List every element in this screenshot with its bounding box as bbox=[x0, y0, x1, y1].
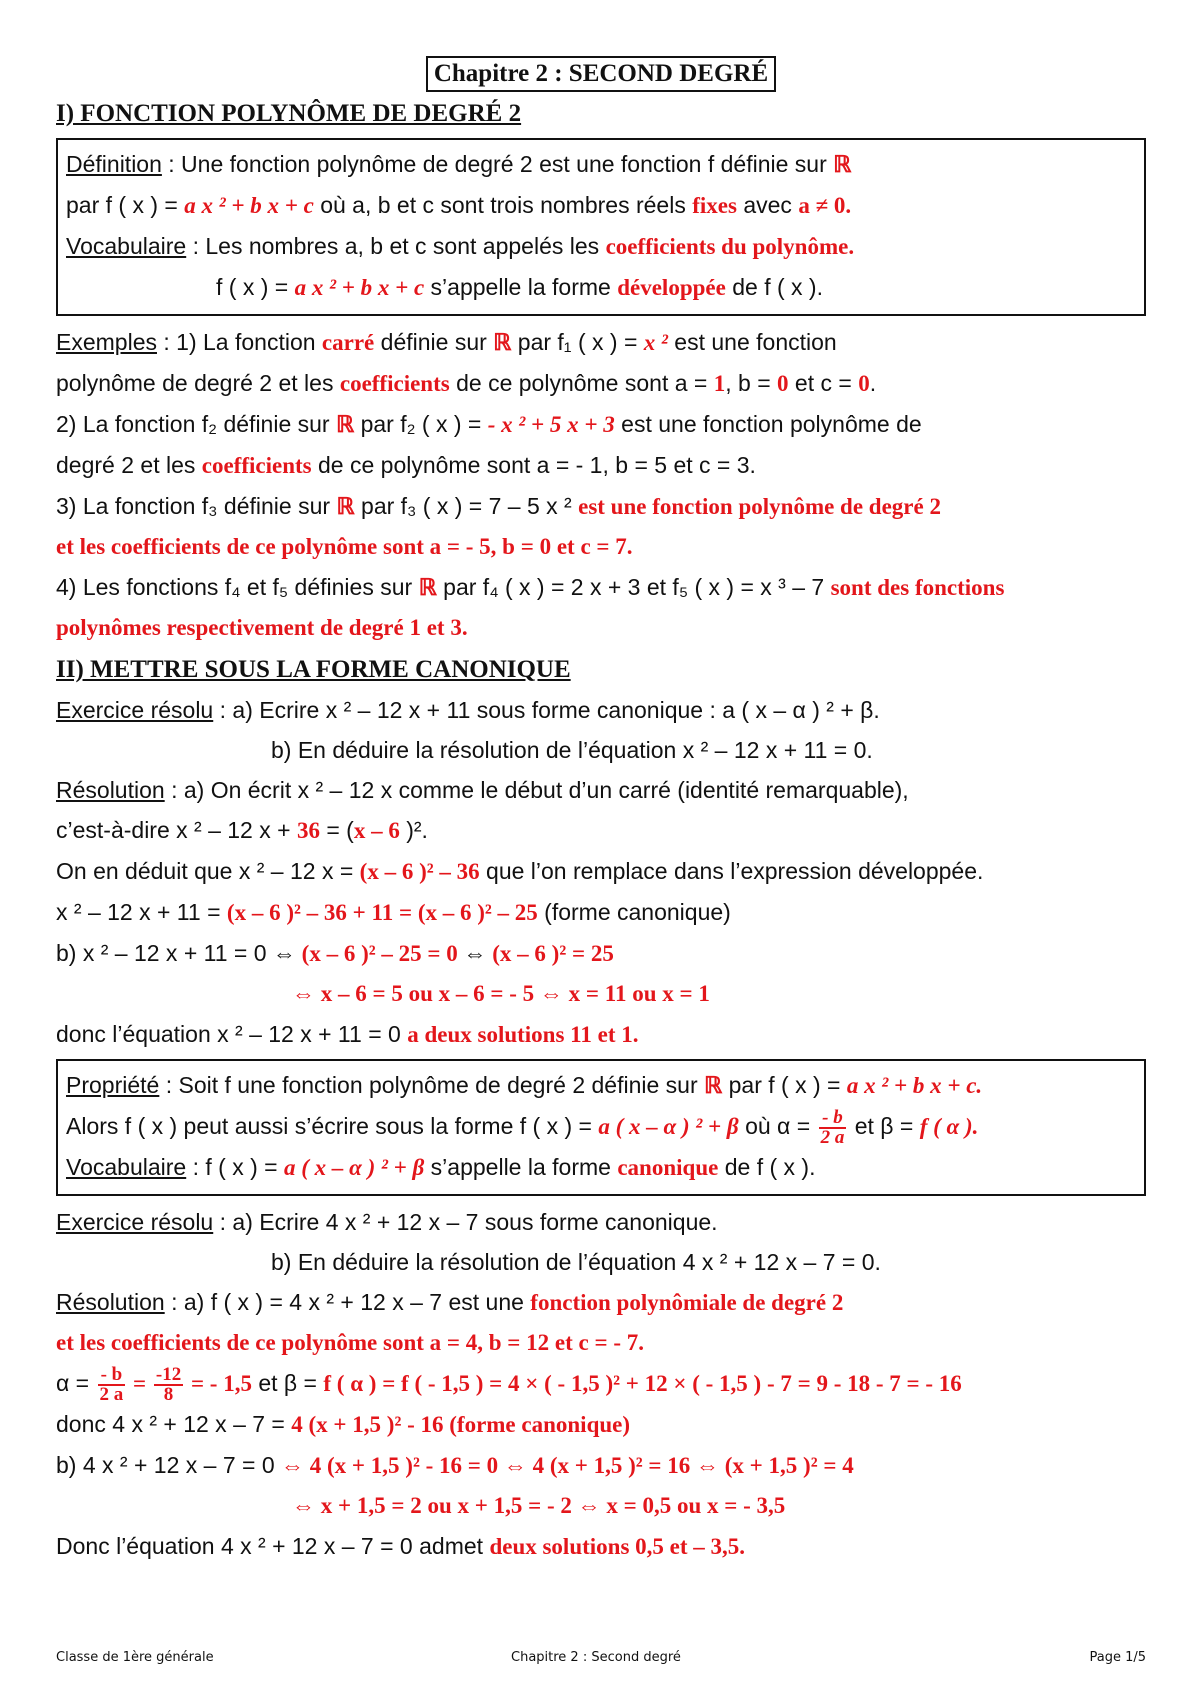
def-expression: a x ² + b x + c bbox=[294, 275, 425, 300]
ex-text: par f₂ ( x ) = bbox=[354, 411, 488, 437]
document-page bbox=[56, 40, 1146, 1567]
ex-text: donc 4 x ² + 12 x – 7 = bbox=[56, 1411, 292, 1437]
resolution-2-line-5 bbox=[56, 1445, 1146, 1486]
prop-text: : Soit f une fonction polynôme de degré 2 définie sur bbox=[159, 1072, 705, 1098]
def-text: s’appelle la forme bbox=[424, 274, 618, 300]
resolution-2-line-6: ⇔ x + 1,5 = 2 ou x + 1,5 = - 2 ⇔ x = 0,5 ou x = - 3,5 bbox=[292, 1493, 786, 1518]
examples-label: Exemples bbox=[56, 329, 157, 355]
ex-text: x ² – 12 x + 11 = bbox=[56, 899, 227, 925]
ex-red-text: ⇔ 4 (x + 1,5 )² - 16 = 0 ⇔ 4 (x + 1,5 )² = 16 ⇔ (x + 1,5 )² = 4 bbox=[281, 1453, 854, 1478]
ex-red-text: x – 6 bbox=[353, 818, 400, 843]
prop-expression: a ( x – α ) ² + β bbox=[598, 1114, 739, 1139]
ex-text: (forme canonique) bbox=[537, 899, 731, 925]
ex-red-text: (x – 6 )² – 36 + 11 = (x – 6 )² – 25 bbox=[226, 900, 538, 925]
value: 1 bbox=[713, 371, 726, 396]
coefficients-term: coefficients du polynôme. bbox=[605, 234, 855, 259]
ex-red-text: fonction polynômiale de degré 2 bbox=[530, 1290, 844, 1315]
prop-expression: f ( α ). bbox=[919, 1114, 979, 1139]
prop-expression: a ( x – α ) ² + β bbox=[283, 1155, 425, 1180]
prop-text: et β = bbox=[848, 1113, 920, 1139]
example-3-line-2: et les coefficients de ce polynôme sont a = - 5, b = 0 et c = 7. bbox=[56, 534, 633, 559]
example-4-line-1 bbox=[56, 567, 1146, 608]
resolution-1-line-6: ⇔ x – 6 = 5 ou x – 6 = - 5 ⇔ x = 11 ou x = 1 bbox=[292, 981, 710, 1006]
ex-text: c’est-à-dire x ² – 12 x + bbox=[56, 817, 297, 843]
definition-box bbox=[56, 138, 1146, 316]
exercise-2-a bbox=[56, 1202, 1146, 1242]
ex-text: degré 2 et les bbox=[56, 452, 202, 478]
carre-word: carré bbox=[321, 330, 375, 355]
def-line-4 bbox=[66, 267, 1136, 308]
vocabulary-label: Vocabulaire bbox=[66, 1154, 187, 1180]
resolution-label: Résolution bbox=[56, 777, 165, 803]
ex-text: par f₁ ( x ) = bbox=[511, 329, 644, 355]
ex-text: est une fonction bbox=[667, 329, 837, 355]
def-text: : Les nombres a, b et c sont appelés les bbox=[186, 233, 606, 259]
example-2-line-2 bbox=[56, 445, 1146, 486]
chapter-title: Chapitre 2 : SECOND DEGRÉ bbox=[426, 56, 776, 92]
equiv-symbol: ⇔ bbox=[463, 940, 487, 966]
ex-text: On en déduit que x ² – 12 x = bbox=[56, 858, 360, 884]
resolution-2-line-1 bbox=[56, 1282, 1146, 1323]
def-text: où a, b et c sont trois nombres réels bbox=[313, 192, 693, 218]
ex-red-text: (x – 6 )² – 25 = 0 bbox=[295, 941, 464, 966]
value: 0 bbox=[777, 371, 789, 396]
fraction-numerator: -12 bbox=[155, 1363, 182, 1385]
prop-line-1 bbox=[66, 1065, 1136, 1106]
prop-text: où α = bbox=[738, 1113, 817, 1139]
ex-text: polynôme de degré 2 et les bbox=[56, 370, 340, 396]
reals-symbol: ℝ bbox=[335, 412, 355, 437]
fraction-numerator: - b bbox=[98, 1366, 126, 1386]
prop-expression: a x ² + b x + c. bbox=[846, 1073, 983, 1098]
ex-text: définie sur bbox=[374, 329, 494, 355]
fraction-denominator: 8 bbox=[163, 1383, 174, 1405]
developed-term: développée bbox=[617, 275, 726, 300]
prop-text: Alors f ( x ) peut aussi s’écrire sous la forme f ( x ) = bbox=[66, 1113, 599, 1139]
prop-text: : f ( x ) = bbox=[186, 1154, 284, 1180]
ex-text: α = bbox=[56, 1370, 96, 1396]
def-text: par f ( x ) = bbox=[66, 192, 185, 218]
ex-text: : 1) La fonction bbox=[156, 329, 322, 355]
ex-red-text: (x – 6 )² = 25 bbox=[486, 941, 614, 966]
title-wrap bbox=[56, 56, 1146, 92]
example-4-line-2: polynômes respectivement de degré 1 et 3. bbox=[56, 615, 468, 640]
ex-expression: - x ² + 5 x + 3 bbox=[487, 412, 615, 437]
ex-text: 2) La fonction f₂ définie sur bbox=[56, 411, 336, 437]
example-3-line-1 bbox=[56, 486, 1146, 527]
reals-symbol: ℝ bbox=[493, 330, 512, 355]
prop-text: par f ( x ) = bbox=[722, 1072, 847, 1098]
alpha-fraction bbox=[819, 1106, 847, 1148]
ex-red-text: = bbox=[127, 1371, 152, 1396]
ex-text: : a) Ecrire x ² – 12 x + 11 sous forme canonique : a ( x – α ) ² + β. bbox=[213, 697, 880, 723]
resolution-1-line-5 bbox=[56, 933, 1146, 974]
ex-red-text: sont des fonctions bbox=[830, 575, 1005, 600]
value-fraction bbox=[154, 1363, 183, 1405]
example-2-line-1 bbox=[56, 404, 1146, 445]
canonical-term: canonique bbox=[617, 1155, 719, 1180]
ex-text: 4) Les fonctions f₄ et f₅ définies sur bbox=[56, 574, 419, 600]
ex-text: que l’on remplace dans l’expression développée. bbox=[479, 858, 984, 884]
section1-heading: I) FONCTION POLYNÔME DE DEGRÉ 2 bbox=[56, 100, 522, 127]
fraction-denominator: 2 a bbox=[99, 1383, 124, 1405]
ex-text: et β = bbox=[251, 1370, 324, 1396]
ex-red-text: 36 bbox=[296, 818, 320, 843]
prop-line-3 bbox=[66, 1147, 1136, 1188]
resolution-2-line-3 bbox=[56, 1363, 1146, 1404]
property-box bbox=[56, 1059, 1146, 1196]
resolution-label: Résolution bbox=[56, 1289, 165, 1315]
ex-text: de ce polynôme sont a = - 1, b = 5 et c = 3. bbox=[311, 452, 756, 478]
ex-text: par f₃ ( x ) = 7 – 5 x ² bbox=[354, 493, 579, 519]
ex-red-text: f ( α ) = f ( - 1,5 ) = 4 × ( - 1,5 )² + 12 × ( - 1,5 ) - 7 = 9 - 18 - 7 = - 16 bbox=[323, 1371, 962, 1396]
def-line-1 bbox=[66, 144, 1136, 185]
resolution-1-line-3 bbox=[56, 851, 1146, 892]
section2-heading: II) METTRE SOUS LA FORME CANONIQUE bbox=[56, 656, 571, 683]
ex-red-text: est une fonction polynôme de degré 2 bbox=[578, 494, 941, 519]
exercise-1-b: b) En déduire la résolution de l’équation x ² – 12 x + 11 = 0. bbox=[271, 737, 873, 763]
exercise-label: Exercice résolu bbox=[56, 697, 214, 723]
prop-text: de f ( x ). bbox=[718, 1154, 816, 1180]
def-text: : Une fonction polynôme de degré 2 est une fonction f définie sur bbox=[161, 151, 834, 177]
ex-text: b) 4 x ² + 12 x – 7 = 0 bbox=[56, 1452, 282, 1478]
equiv-symbol: ⇔ bbox=[272, 940, 296, 966]
ex-text: 3) La fonction f₃ définie sur bbox=[56, 493, 337, 519]
resolution-2-line-2: et les coefficients de ce polynôme sont a = 4, b = 12 et c = - 7. bbox=[56, 1330, 645, 1355]
resolution-1-line-4 bbox=[56, 892, 1146, 933]
def-line-3 bbox=[66, 226, 1136, 267]
example-1-line-2 bbox=[56, 363, 1146, 404]
footer-page-number: Page 1/5 bbox=[1089, 1650, 1146, 1665]
def-text: avec bbox=[736, 192, 799, 218]
exercise-label: Exercice résolu bbox=[56, 1209, 214, 1235]
ex-text: et c = bbox=[788, 370, 859, 396]
reals-symbol: ℝ bbox=[704, 1073, 723, 1098]
reals-symbol: ℝ bbox=[418, 575, 437, 600]
ex-text: : a) On écrit x ² – 12 x comme le début d’un carré (identité remarquable), bbox=[164, 777, 909, 803]
prop-line-2 bbox=[66, 1106, 1136, 1147]
ex-text: = ( bbox=[319, 817, 354, 843]
ex-text: est une fonction polynôme de bbox=[614, 411, 922, 437]
def-expression: a x ² + b x + c bbox=[184, 193, 314, 218]
ex-text: , b = bbox=[725, 370, 778, 396]
ex-red-text: = - 1,5 bbox=[185, 1371, 252, 1396]
reals-symbol: ℝ bbox=[336, 494, 355, 519]
ex-text: Donc l’équation 4 x ² + 12 x – 7 = 0 admet bbox=[56, 1533, 490, 1559]
vocabulary-label: Vocabulaire bbox=[66, 233, 187, 259]
fraction-denominator: 2 a bbox=[820, 1126, 845, 1148]
ex-text: donc l’équation x ² – 12 x + 11 = 0 bbox=[56, 1021, 408, 1047]
exercise-2-b: b) En déduire la résolution de l’équation 4 x ² + 12 x – 7 = 0. bbox=[271, 1249, 881, 1275]
reals-symbol: ℝ bbox=[833, 152, 852, 177]
def-text: f ( x ) = bbox=[216, 274, 295, 300]
ex-text: )². bbox=[399, 817, 428, 843]
resolution-2-line-7 bbox=[56, 1526, 1146, 1567]
ex-text: . bbox=[869, 370, 877, 396]
def-line-2 bbox=[66, 185, 1136, 226]
exercise-1-a bbox=[56, 690, 1146, 730]
ex-text: : a) f ( x ) = 4 x ² + 12 x – 7 est une bbox=[164, 1289, 531, 1315]
resolution-2-line-4 bbox=[56, 1404, 1146, 1445]
ex-text: par f₄ ( x ) = 2 x + 3 et f₅ ( x ) = x ³ – 7 bbox=[436, 574, 831, 600]
def-text: de f ( x ). bbox=[725, 274, 823, 300]
coefficients-word: coefficients bbox=[201, 453, 312, 478]
definition-label: Définition bbox=[66, 151, 162, 177]
value: 0 bbox=[858, 371, 870, 396]
coefficients-word: coefficients bbox=[339, 371, 450, 396]
fixes-word: fixes bbox=[692, 193, 737, 218]
fraction-numerator: - b bbox=[819, 1109, 847, 1129]
ex-red-text: deux solutions 0,5 et – 3,5. bbox=[489, 1534, 746, 1559]
def-condition: a ≠ 0. bbox=[798, 193, 852, 218]
ex-red-text: (x – 6 )² – 36 bbox=[359, 859, 480, 884]
ex-red-text: a deux solutions 11 et 1. bbox=[407, 1022, 639, 1047]
example-1-line-1 bbox=[56, 322, 1146, 363]
resolution-1-line-7 bbox=[56, 1014, 1146, 1055]
ex-text: : a) Ecrire 4 x ² + 12 x – 7 sous forme canonique. bbox=[213, 1209, 718, 1235]
ex-text: de ce polynôme sont a = bbox=[449, 370, 714, 396]
ex-expression: x ² bbox=[643, 330, 668, 355]
ex-text: b) x ² – 12 x + 11 = 0 bbox=[56, 940, 273, 966]
prop-text: s’appelle la forme bbox=[424, 1154, 618, 1180]
property-label: Propriété bbox=[66, 1072, 160, 1098]
footer-class: Classe de 1ère générale bbox=[56, 1650, 214, 1665]
resolution-1-line-1 bbox=[56, 770, 1146, 810]
ex-red-text: 4 (x + 1,5 )² - 16 (forme canonique) bbox=[291, 1412, 631, 1437]
resolution-1-line-2 bbox=[56, 810, 1146, 851]
alpha-fraction bbox=[98, 1363, 126, 1405]
footer-chapter: Chapitre 2 : Second degré bbox=[511, 1650, 681, 1665]
